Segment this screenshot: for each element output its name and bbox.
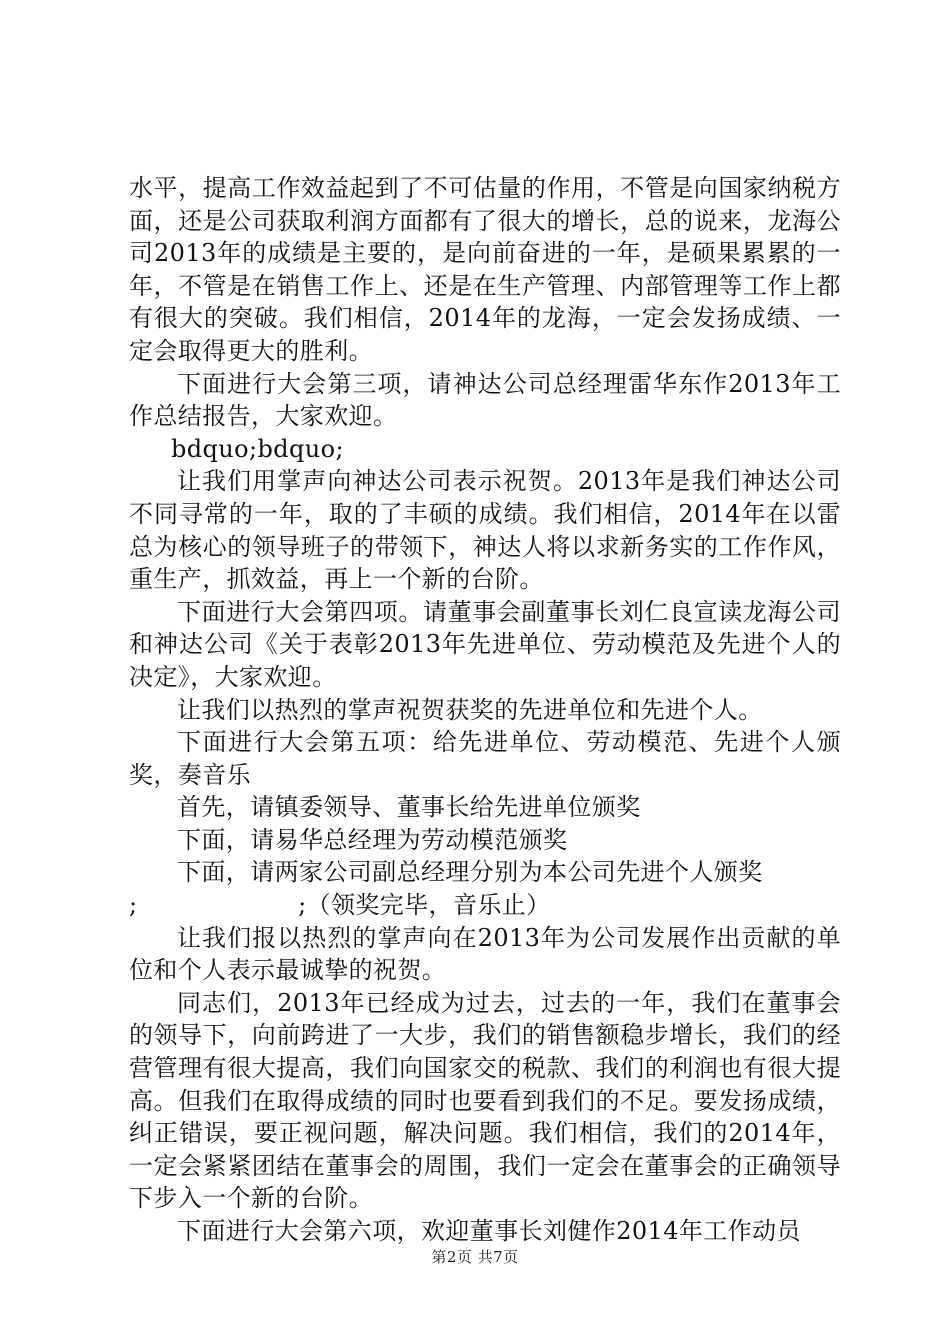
document-body — [129, 172, 841, 1248]
paragraph-11: ; ;（领奖完毕，音乐止） — [129, 891, 551, 920]
paragraph-9: 下面，请易华总经理为劳动模范颁奖 — [177, 825, 568, 854]
paragraph-7: 下面进行大会第五项：给先进单位、劳动模范、先进个人颁奖，奏音乐 — [129, 728, 841, 789]
paragraph-10: 下面，请两家公司副总经理分别为本公司先进个人颁奖 — [177, 858, 763, 887]
paragraph-12: 让我们报以热烈的掌声向在2013年为公司发展作出贡献的单位和个人表示最诚挚的祝贺。 — [129, 923, 841, 985]
page-number-label: 第2页 共7页 — [431, 1248, 519, 1266]
paragraph-4: 让我们用掌声向神达公司表示祝贺。2013年是我们神达公司不同寻常的一年，取的了丰硕的成绩。我们相信，2014年在以雷总为核心的领导班子的带领下，神达人将以求新务实的工作作风，重生产，抓效益，再上一个新的台阶。 — [129, 467, 841, 594]
paragraph-8: 首先，请镇委领导、董事长给先进单位颁奖 — [177, 793, 641, 822]
paragraph-3: bdquo;bdquo; — [171, 434, 344, 463]
paragraph-6: 让我们以热烈的掌声祝贺获奖的先进单位和先进个人。 — [177, 695, 763, 724]
page-footer — [0, 1246, 950, 1267]
paragraph-1: 水平，提高工作效益起到了不可估量的作用，不管是向国家纳税方面，还是公司获取利润方面都有了很大的增长，总的说来，龙海公司2013年的成绩是主要的，是向前奋进的一年，是硕果累累的一年，不管是在销售工作上、还是在生产管理、内部管理等工作上都有很大的突破。我们相信，2014年的龙海，一定会发扬成绩、一定会取得更大的胜利。 — [129, 174, 841, 365]
paragraph-2: 下面进行大会第三项，请神达公司总经理雷华东作2013年工作总结报告，大家欢迎。 — [129, 369, 841, 431]
paragraph-14: 下面进行大会第六项，欢迎董事长刘健作2014年工作动员 — [177, 1217, 801, 1245]
paragraph-5: 下面进行大会第四项。请董事会副董事长刘仁良宣读龙海公司和神达公司《关于表彰2013年先进单位、劳动模范及先进个人的决定》，大家欢迎。 — [129, 597, 841, 691]
paragraph-13: 同志们，2013年已经成为过去，过去的一年，我们在董事会的领导下，向前跨进了一大步，我们的销售额稳步增长，我们的经营管理有很大提高，我们向国家交的税款、我们的利润也有很大提高。但我们在取得成绩的同时也要看到我们的不足。要发扬成绩，纠正错误，要正视问题，解决问题。我们相信，我们的2014年，一定会紧紧团结在董事会的周围，我们一定会在董事会的正确领导下步入一个新的台阶。 — [129, 988, 841, 1213]
